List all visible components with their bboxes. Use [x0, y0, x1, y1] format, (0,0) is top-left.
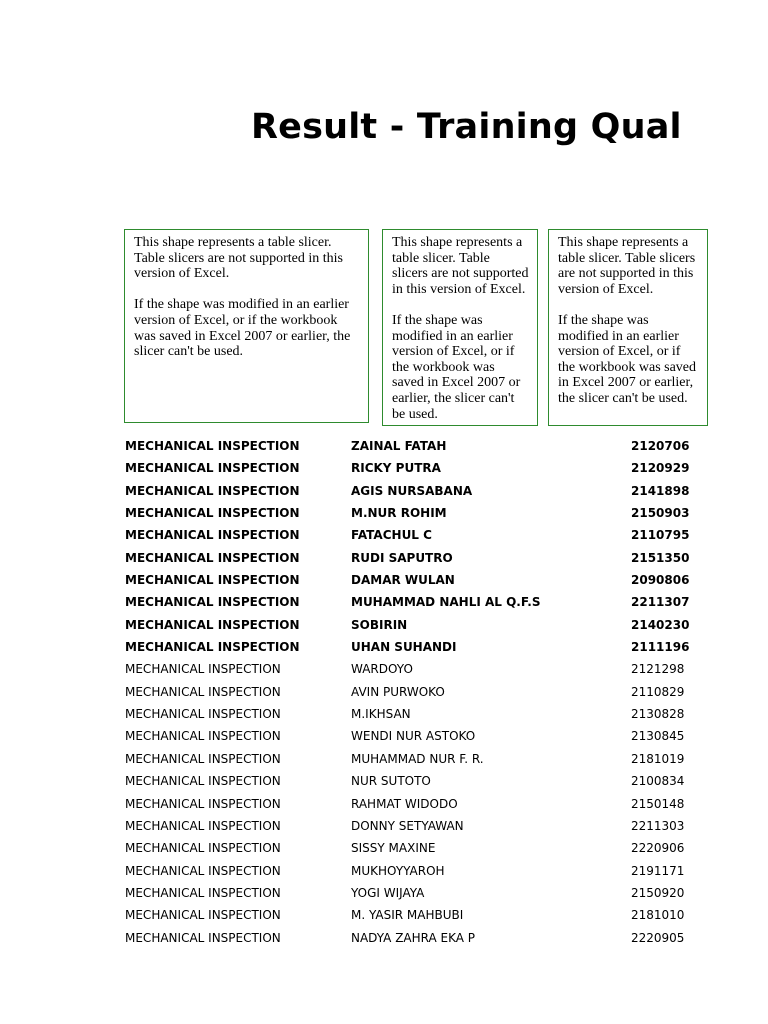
slicer-message: If the shape was modified in an earlier version of Excel, or if the workbook was saved in Excel 2007 or earlier, the slicer can't be used.: [134, 297, 351, 360]
table-row: [0, 480, 690, 502]
table-row: [0, 725, 685, 747]
department-cell: MECHANICAL INSPECTION: [125, 885, 281, 900]
table-row: [0, 524, 690, 546]
table-row: [0, 681, 685, 703]
table-slicer-placeholder: [548, 229, 708, 426]
employee-id-cell: 2211303: [631, 818, 685, 833]
department-cell: MECHANICAL INSPECTION: [125, 751, 281, 766]
department-cell: MECHANICAL INSPECTION: [125, 595, 300, 610]
employee-id-cell: 2181010: [631, 908, 685, 923]
table-slicer-placeholder: [124, 229, 369, 423]
employee-name-cell: UHAN SUHANDI: [351, 640, 457, 655]
employee-name-cell: MUHAMMAD NAHLI AL Q.F.S: [351, 595, 541, 610]
department-cell: MECHANICAL INSPECTION: [125, 528, 300, 543]
employee-name-cell: M.NUR ROHIM: [351, 506, 447, 521]
employee-id-cell: 2121298: [631, 662, 685, 677]
employee-name-cell: RAHMAT WIDODO: [351, 796, 458, 811]
department-cell: MECHANICAL INSPECTION: [125, 908, 281, 923]
table-row: [0, 658, 685, 680]
table-row: [0, 793, 685, 815]
employee-name-cell: MUKHOYYAROH: [351, 863, 445, 878]
employee-id-cell: 2151350: [631, 550, 690, 565]
employee-name-cell: NUR SUTOTO: [351, 774, 431, 789]
employee-name-cell: AVIN PURWOKO: [351, 684, 445, 699]
employee-id-cell: 2130845: [631, 729, 685, 744]
employee-id-cell: 2110795: [631, 528, 690, 543]
table-row: [0, 882, 685, 904]
table-slicer-placeholder: [382, 229, 538, 426]
department-cell: MECHANICAL INSPECTION: [125, 841, 281, 856]
table-row: [0, 591, 690, 613]
employee-name-cell: WENDI NUR ASTOKO: [351, 729, 476, 744]
department-cell: MECHANICAL INSPECTION: [125, 640, 300, 655]
employee-id-cell: 2140230: [631, 617, 690, 632]
employee-id-cell: 2150920: [631, 885, 685, 900]
department-cell: MECHANICAL INSPECTION: [125, 662, 281, 677]
table-row: [0, 770, 685, 792]
department-cell: MECHANICAL INSPECTION: [125, 506, 300, 521]
employee-name-cell: AGIS NURSABANA: [351, 483, 473, 498]
table-row: [0, 547, 690, 569]
employee-id-cell: 2150903: [631, 506, 690, 521]
employee-id-cell: 2150148: [631, 796, 685, 811]
department-cell: MECHANICAL INSPECTION: [125, 774, 281, 789]
table-row: [0, 748, 685, 770]
department-cell: MECHANICAL INSPECTION: [125, 818, 281, 833]
table-row: [0, 457, 690, 479]
table-row: [0, 502, 690, 524]
slicer-message: This shape represents a table slicer. Table slicers are not supported in this version of Excel.: [558, 235, 696, 297]
department-cell: MECHANICAL INSPECTION: [125, 684, 281, 699]
department-cell: MECHANICAL INSPECTION: [125, 729, 281, 744]
employee-id-cell: 2141898: [631, 483, 690, 498]
employee-name-cell: DONNY SETYAWAN: [351, 818, 464, 833]
employee-name-cell: M.IKHSAN: [351, 707, 411, 722]
employee-id-cell: 2191171: [631, 863, 685, 878]
table-row: [0, 904, 685, 926]
table-row: [0, 703, 685, 725]
employee-id-cell: 2211307: [631, 595, 690, 610]
department-cell: MECHANICAL INSPECTION: [125, 461, 300, 476]
employee-name-cell: RUDI SAPUTRO: [351, 550, 453, 565]
department-cell: MECHANICAL INSPECTION: [125, 573, 300, 588]
slicer-message: If the shape was modified in an earlier version of Excel, or if the workbook was saved in Excel 2007 or earlier, the slicer can't be used.: [392, 312, 521, 422]
slicer-message: This shape represents a table slicer. Table slicers are not supported in this version of Excel.: [134, 235, 343, 282]
table-row: [0, 435, 690, 457]
employee-id-cell: 2100834: [631, 774, 685, 789]
department-cell: MECHANICAL INSPECTION: [125, 617, 300, 632]
employee-id-cell: 2130828: [631, 707, 685, 722]
employee-id-cell: 2120929: [631, 461, 690, 476]
page-title: Result - Training Qual: [251, 107, 682, 147]
department-cell: MECHANICAL INSPECTION: [125, 707, 281, 722]
employee-name-cell: MUHAMMAD NUR F. R.: [351, 751, 484, 766]
employee-name-cell: ZAINAL FATAH: [351, 439, 447, 453]
table-row: [0, 815, 685, 837]
slicer-message: This shape represents a table slicer. Table slicers are not supported in this version of Excel.: [392, 235, 529, 297]
slicer-message: If the shape was modified in an earlier version of Excel, or if the workbook was saved in Excel 2007 or earlier, the slicer can't be used.: [558, 312, 697, 406]
employee-name-cell: SISSY MAXINE: [351, 841, 436, 856]
table-row: [0, 614, 690, 636]
employee-name-cell: WARDOYO: [351, 662, 413, 677]
department-cell: MECHANICAL INSPECTION: [125, 483, 300, 498]
employee-name-cell: RICKY PUTRA: [351, 461, 441, 476]
department-cell: MECHANICAL INSPECTION: [125, 439, 300, 453]
table-row: [0, 860, 685, 882]
result-table: [0, 435, 690, 949]
table-row: [0, 927, 685, 949]
employee-name-cell: YOGI WIJAYA: [351, 885, 425, 900]
employee-name-cell: FATACHUL C: [351, 528, 432, 543]
employee-id-cell: 2111196: [631, 640, 690, 655]
table-row: [0, 636, 690, 658]
employee-id-cell: 2181019: [631, 751, 685, 766]
department-cell: MECHANICAL INSPECTION: [125, 930, 281, 945]
department-cell: MECHANICAL INSPECTION: [125, 550, 300, 565]
employee-id-cell: 2120706: [631, 439, 690, 453]
table-row: [0, 569, 690, 591]
employee-id-cell: 2090806: [631, 573, 690, 588]
employee-id-cell: 2110829: [631, 684, 685, 699]
employee-id-cell: 2220906: [631, 841, 685, 856]
employee-name-cell: DAMAR WULAN: [351, 573, 455, 588]
employee-name-cell: SOBIRIN: [351, 617, 408, 632]
department-cell: MECHANICAL INSPECTION: [125, 796, 281, 811]
department-cell: MECHANICAL INSPECTION: [125, 863, 281, 878]
table-row: [0, 837, 685, 859]
employee-name-cell: NADYA ZAHRA EKA P: [351, 930, 476, 945]
employee-name-cell: M. YASIR MAHBUBI: [351, 908, 464, 923]
employee-id-cell: 2220905: [631, 930, 685, 945]
